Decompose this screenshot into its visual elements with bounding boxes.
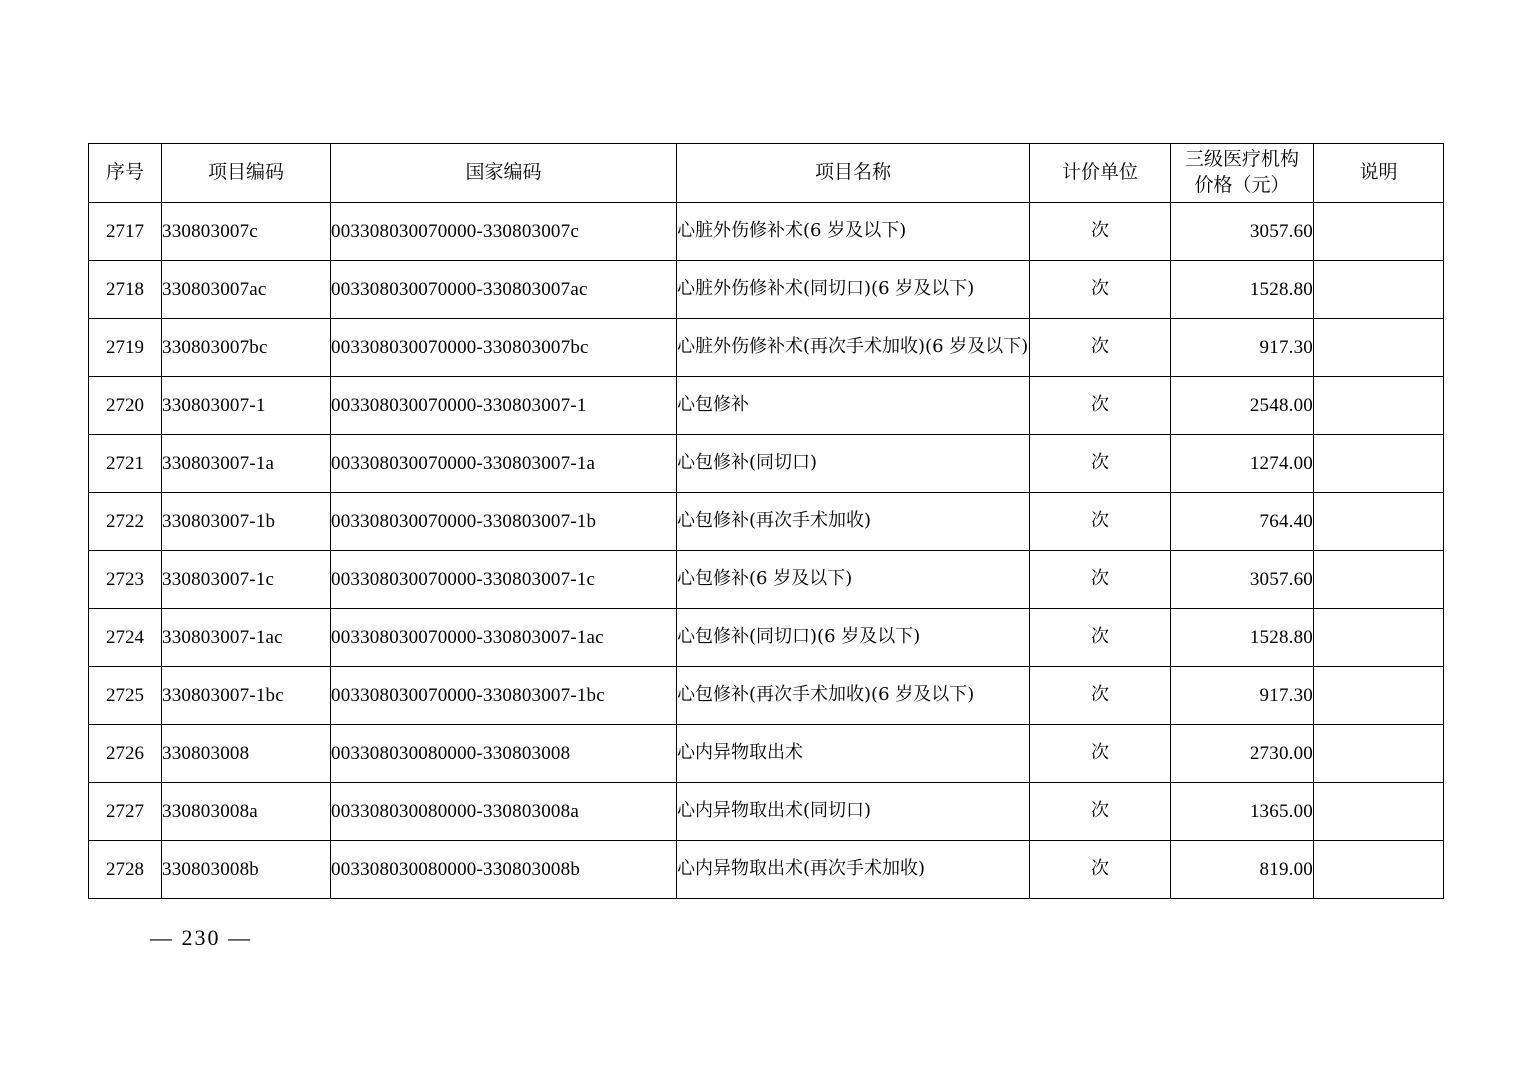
cell-price: 1528.80	[1171, 609, 1314, 667]
table-row	[89, 377, 1444, 435]
cell-item-code: 330803007-1c	[162, 551, 331, 609]
cell-national-code: 003308030070000-330803007-1ac	[331, 609, 677, 667]
cell-price: 2730.00	[1171, 725, 1314, 783]
cell-seq: 2725	[89, 667, 162, 725]
column-header-item-code: 项目编码	[162, 144, 331, 203]
column-header-note: 说明	[1314, 144, 1444, 203]
cell-item-name: 心脏外伤修补术(再次手术加收)(6 岁及以下)	[677, 319, 1030, 377]
page-number: — 230 —	[150, 925, 252, 950]
cell-unit: 次	[1030, 667, 1171, 725]
table-row	[89, 841, 1444, 899]
cell-item-name: 心内异物取出术(同切口)	[677, 783, 1030, 841]
table-row	[89, 551, 1444, 609]
table-header-row	[89, 144, 1444, 203]
cell-item-name: 心脏外伤修补术(6 岁及以下)	[677, 203, 1030, 261]
cell-note	[1314, 609, 1444, 667]
cell-item-code: 330803007c	[162, 203, 331, 261]
cell-seq: 2726	[89, 725, 162, 783]
cell-national-code: 003308030080000-330803008b	[331, 841, 677, 899]
table-row	[89, 667, 1444, 725]
cell-price: 1528.80	[1171, 261, 1314, 319]
cell-seq: 2727	[89, 783, 162, 841]
cell-national-code: 003308030070000-330803007bc	[331, 319, 677, 377]
table-row	[89, 609, 1444, 667]
cell-unit: 次	[1030, 203, 1171, 261]
cell-item-name: 心包修补(同切口)(6 岁及以下)	[677, 609, 1030, 667]
cell-item-code: 330803007ac	[162, 261, 331, 319]
cell-seq: 2718	[89, 261, 162, 319]
column-header-item-name: 项目名称	[677, 144, 1030, 203]
cell-seq: 2721	[89, 435, 162, 493]
cell-item-code: 330803008	[162, 725, 331, 783]
table-row	[89, 783, 1444, 841]
column-header-price-line2: 价格（元）	[1194, 174, 1290, 196]
cell-note	[1314, 261, 1444, 319]
cell-item-code: 330803007-1	[162, 377, 331, 435]
cell-item-code: 330803008b	[162, 841, 331, 899]
cell-item-code: 330803007-1ac	[162, 609, 331, 667]
cell-unit: 次	[1030, 377, 1171, 435]
cell-unit: 次	[1030, 841, 1171, 899]
cell-national-code: 003308030080000-330803008	[331, 725, 677, 783]
cell-seq: 2722	[89, 493, 162, 551]
cell-item-name: 心包修补	[677, 377, 1030, 435]
table-body	[89, 203, 1444, 899]
cell-national-code: 003308030070000-330803007ac	[331, 261, 677, 319]
column-header-national-code: 国家编码	[331, 144, 677, 203]
cell-price: 917.30	[1171, 319, 1314, 377]
column-header-unit: 计价单位	[1030, 144, 1171, 203]
cell-price: 3057.60	[1171, 551, 1314, 609]
cell-note	[1314, 551, 1444, 609]
cell-note	[1314, 725, 1444, 783]
table-row	[89, 725, 1444, 783]
cell-note	[1314, 493, 1444, 551]
cell-note	[1314, 319, 1444, 377]
cell-seq: 2724	[89, 609, 162, 667]
cell-unit: 次	[1030, 435, 1171, 493]
cell-item-name: 心内异物取出术	[677, 725, 1030, 783]
cell-price: 2548.00	[1171, 377, 1314, 435]
cell-note	[1314, 667, 1444, 725]
cell-note	[1314, 377, 1444, 435]
cell-item-name: 心包修补(同切口)	[677, 435, 1030, 493]
cell-item-name: 心包修补(再次手术加收)(6 岁及以下)	[677, 667, 1030, 725]
cell-national-code: 003308030070000-330803007-1c	[331, 551, 677, 609]
cell-seq: 2728	[89, 841, 162, 899]
cell-unit: 次	[1030, 493, 1171, 551]
cell-seq: 2717	[89, 203, 162, 261]
cell-unit: 次	[1030, 261, 1171, 319]
cell-national-code: 003308030070000-330803007-1bc	[331, 667, 677, 725]
cell-item-code: 330803007-1b	[162, 493, 331, 551]
cell-unit: 次	[1030, 725, 1171, 783]
cell-unit: 次	[1030, 609, 1171, 667]
table-row	[89, 261, 1444, 319]
cell-seq: 2719	[89, 319, 162, 377]
table-row	[89, 435, 1444, 493]
cell-national-code: 003308030070000-330803007-1b	[331, 493, 677, 551]
cell-note	[1314, 783, 1444, 841]
table-row	[89, 493, 1444, 551]
cell-item-name: 心包修补(6 岁及以下)	[677, 551, 1030, 609]
table-row	[89, 203, 1444, 261]
cell-unit: 次	[1030, 551, 1171, 609]
cell-item-code: 330803007-1bc	[162, 667, 331, 725]
table-row	[89, 319, 1444, 377]
cell-national-code: 003308030070000-330803007-1a	[331, 435, 677, 493]
cell-seq: 2723	[89, 551, 162, 609]
cell-item-name: 心脏外伤修补术(同切口)(6 岁及以下)	[677, 261, 1030, 319]
cell-note	[1314, 841, 1444, 899]
cell-national-code: 003308030080000-330803008a	[331, 783, 677, 841]
cell-price: 1274.00	[1171, 435, 1314, 493]
cell-price: 819.00	[1171, 841, 1314, 899]
cell-item-code: 330803007bc	[162, 319, 331, 377]
cell-item-code: 330803007-1a	[162, 435, 331, 493]
cell-price: 1365.00	[1171, 783, 1314, 841]
cell-price: 917.30	[1171, 667, 1314, 725]
cell-unit: 次	[1030, 319, 1171, 377]
cell-price: 764.40	[1171, 493, 1314, 551]
cell-item-code: 330803008a	[162, 783, 331, 841]
cell-unit: 次	[1030, 783, 1171, 841]
column-header-seq: 序号	[89, 144, 162, 203]
cell-item-name: 心内异物取出术(再次手术加收)	[677, 841, 1030, 899]
cell-seq: 2720	[89, 377, 162, 435]
column-header-price-line1: 三级医疗机构	[1184, 148, 1299, 171]
column-header-price	[1171, 144, 1314, 203]
cell-national-code: 003308030070000-330803007-1	[331, 377, 677, 435]
table-header	[89, 144, 1444, 203]
medical-price-table	[88, 143, 1444, 899]
cell-national-code: 003308030070000-330803007c	[331, 203, 677, 261]
cell-price: 3057.60	[1171, 203, 1314, 261]
cell-note	[1314, 203, 1444, 261]
cell-note	[1314, 435, 1444, 493]
cell-item-name: 心包修补(再次手术加收)	[677, 493, 1030, 551]
